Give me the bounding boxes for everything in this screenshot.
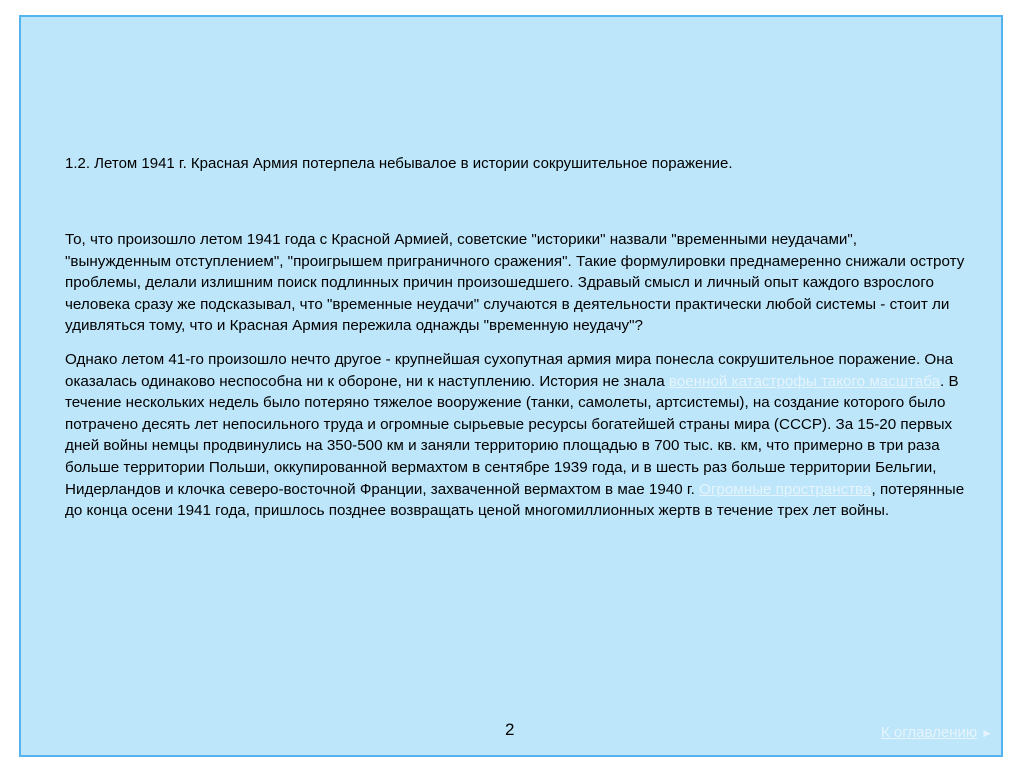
paragraph-2-part-3: , потерянные до конца осени 1941 года, пришлось позднее возвращать ценой многомиллионных жертв в течение трех лет войны. — [65, 480, 965, 520]
toc-link-label: К оглавлению — [880, 724, 978, 741]
body-text — [65, 229, 965, 534]
paragraph-2 — [65, 349, 965, 522]
paragraph-2-part-1: Однако летом 41-го произошло нечто другое - крупнейшая сухопутная армия мира понесла сокрушительное поражение. Она оказалась одинаково неспособна ни к обороне, ни к наступлению. История не знала — [65, 350, 954, 390]
paragraph-1: То, что произошло летом 1941 года с Красной Армией, советские "историки" назвали "временными неудачами", "вынужденным отступлением", "проигрышем приграничного сражения". Такие формулировки преднамеренно снижали остроту проблемы, делали излишним поиск подлинных причин произошедшего. Здравый смысл и личный опыт каждого взрослого человека сразу же подсказывал, что "временные неудачи" случаются в деятельности практически любой системы - стоит ли удивляться тому, что и Красная Армия пережила однажды "временную неудачу"? — [65, 231, 965, 335]
vast-territories-link[interactable]: Огромные пространства — [699, 480, 872, 498]
table-of-contents-link[interactable] — [881, 724, 993, 741]
slide-panel — [19, 15, 1003, 757]
military-catastrophe-link[interactable]: военной катастрофы такого масштаба — [668, 372, 941, 390]
page-number: 2 — [505, 720, 515, 739]
right-arrow-icon: ► — [981, 726, 993, 740]
section-heading: 1.2. Летом 1941 г. Красная Армия потерпела небывалое в истории сокрушительное поражение. — [65, 155, 733, 172]
paragraph-2-part-2: . В течение нескольких недель было потеряно тяжелое вооружение (танки, самолеты, артсистемы), на создание которого было потрачено десять лет непосильного труда и огромные сырьевые ресурсы богатейшей страны мира (СССР). За 15-20 первых дней войны немцы продвинулись на 350-500 км и заняли территорию площадью в 700 тыс. кв. км, что примерно в три раза больше территории Польши, оккупированной вермахтом в сентябре 1939 года, и в шесть раз больше территории Бельгии, Нидерландов и клочка северо-восточной Франции, захваченной вермахтом в мае 1940 г. — [65, 372, 959, 498]
